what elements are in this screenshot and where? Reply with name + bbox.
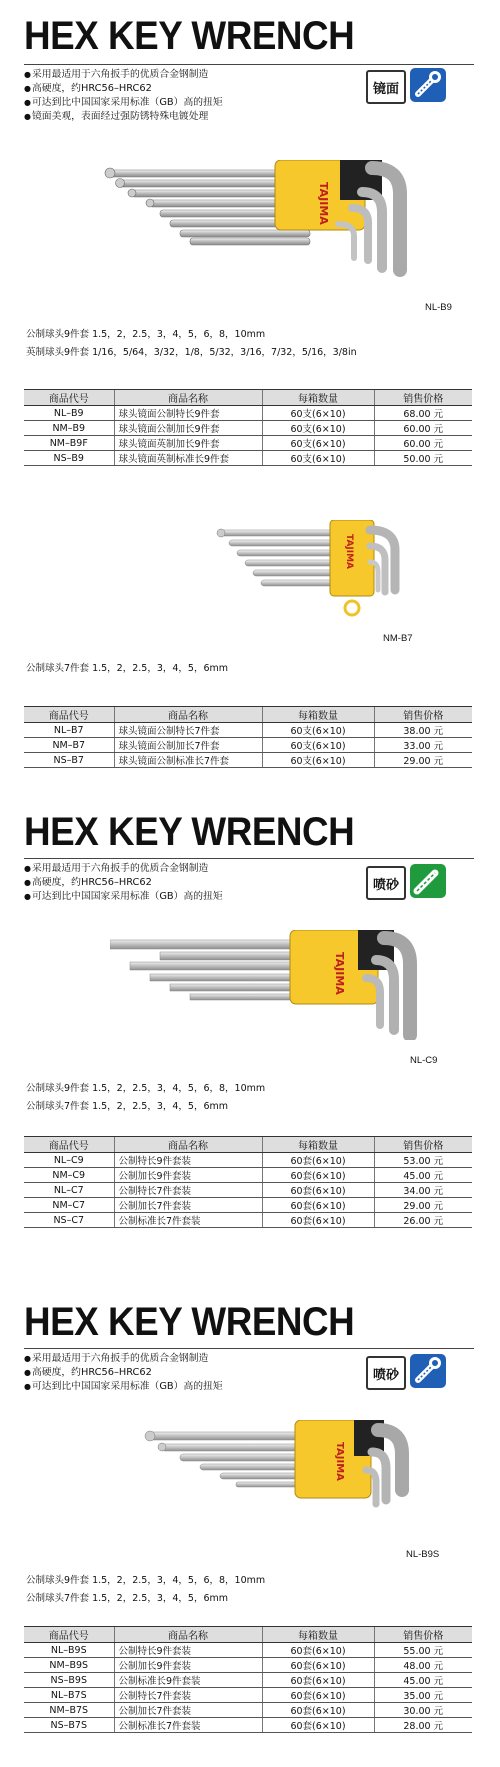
size-line: 公制球头7件套 1.5，2，2.5，3，4，5，6mm bbox=[26, 1593, 229, 1604]
model-label: NL-B9 bbox=[425, 302, 452, 313]
cell-price: 68.00 元 bbox=[374, 406, 472, 421]
size-line: 英制球头9件套 1/16，5/64，3/32，1/8，5/32，3/16，7/32，5/16，3/8in bbox=[26, 347, 357, 358]
cell-qty: 60支(6×10) bbox=[262, 421, 374, 436]
section-sandblast-ball-hex bbox=[0, 1300, 500, 1767]
table-row bbox=[24, 1718, 472, 1733]
cell-name: 球头镜面公制加长9件套 bbox=[114, 421, 262, 436]
cell-code: NL–B9 bbox=[24, 406, 114, 421]
cell-name: 球头镜面公制特长7件套 bbox=[114, 723, 262, 738]
title-divider bbox=[24, 1348, 474, 1349]
cell-qty: 60支(6×10) bbox=[262, 753, 374, 768]
cell-price: 28.00 元 bbox=[374, 1718, 472, 1733]
model-label: NL-B9S bbox=[406, 1549, 440, 1560]
cell-qty: 60套(6×10) bbox=[262, 1213, 374, 1228]
model-label: NL-C9 bbox=[410, 1055, 438, 1066]
cell-code: NM–B9 bbox=[24, 421, 114, 436]
table-row bbox=[24, 1703, 472, 1718]
title-divider bbox=[24, 64, 474, 65]
cell-price: 29.00 元 bbox=[374, 753, 472, 768]
table-header-row bbox=[24, 1137, 472, 1153]
feature-item: ● 采用最适用于六角扳手的优质合金钢制造 bbox=[24, 68, 223, 82]
cell-name: 球头镜面英制加长9件套 bbox=[114, 436, 262, 451]
col-header: 销售价格 bbox=[374, 707, 472, 723]
cell-code: NS–B9 bbox=[24, 451, 114, 466]
cell-code: NM–B7S bbox=[24, 1703, 114, 1718]
title-divider bbox=[24, 858, 474, 859]
cell-name: 公制加长9件套装 bbox=[114, 1168, 262, 1183]
brand-logo: TAJIMA bbox=[334, 1442, 345, 1481]
cell-code: NM–B9S bbox=[24, 1658, 114, 1673]
green-wrench-icon bbox=[410, 864, 446, 894]
product-table bbox=[24, 706, 472, 768]
col-header: 商品名称 bbox=[114, 1137, 262, 1153]
cell-name: 公制特长9件套装 bbox=[114, 1643, 262, 1658]
table-row bbox=[24, 1213, 472, 1228]
cell-name: 球头镜面公制标准长7件套 bbox=[114, 753, 262, 768]
cell-qty: 60套(6×10) bbox=[262, 1183, 374, 1198]
hex-key-set-illustration bbox=[140, 1420, 440, 1530]
cell-code: NM–B7 bbox=[24, 738, 114, 753]
cell-code: NL–C9 bbox=[24, 1153, 114, 1168]
cell-qty: 60套(6×10) bbox=[262, 1688, 374, 1703]
cell-code: NL–B9S bbox=[24, 1643, 114, 1658]
cell-name: 球头镜面公制特长9件套 bbox=[114, 406, 262, 421]
cell-qty: 60套(6×10) bbox=[262, 1658, 374, 1673]
cell-price: 60.00 元 bbox=[374, 436, 472, 451]
cell-name: 公制标准长9件套装 bbox=[114, 1673, 262, 1688]
size-spec bbox=[26, 660, 228, 678]
cell-name: 公制加长7件套装 bbox=[114, 1703, 262, 1718]
table-row bbox=[24, 421, 472, 436]
table-header-row bbox=[24, 1627, 472, 1643]
cell-price: 55.00 元 bbox=[374, 1643, 472, 1658]
col-header: 每箱数量 bbox=[262, 390, 374, 406]
size-line: 公制球头7件套 1.5，2，2.5，3，4，5，6mm bbox=[26, 1101, 229, 1112]
cell-name: 球头镜面英制标准长9件套 bbox=[114, 451, 262, 466]
cell-qty: 60支(6×10) bbox=[262, 723, 374, 738]
cell-qty: 60套(6×10) bbox=[262, 1673, 374, 1688]
cell-name: 公制特长9件套装 bbox=[114, 1153, 262, 1168]
table-row bbox=[24, 436, 472, 451]
col-header: 商品名称 bbox=[114, 707, 262, 723]
table-header-row bbox=[24, 390, 472, 406]
size-spec bbox=[26, 326, 357, 362]
col-header: 每箱数量 bbox=[262, 1137, 374, 1153]
cell-name: 公制标准长7件套装 bbox=[114, 1213, 262, 1228]
cell-code: NS–B7 bbox=[24, 753, 114, 768]
cell-name: 公制标准长7件套装 bbox=[114, 1718, 262, 1733]
table-row bbox=[24, 1643, 472, 1658]
cell-name: 球头镜面公制加长7件套 bbox=[114, 738, 262, 753]
cell-qty: 60支(6×10) bbox=[262, 406, 374, 421]
blue-wrench-icon bbox=[410, 1354, 446, 1384]
cell-qty: 60支(6×10) bbox=[262, 436, 374, 451]
cell-price: 45.00 元 bbox=[374, 1673, 472, 1688]
feature-item: ● 镜面美观，表面经过强防锈特殊电镀处理 bbox=[24, 110, 223, 124]
table-row bbox=[24, 1153, 472, 1168]
cell-code: NM–B9F bbox=[24, 436, 114, 451]
col-header: 商品代号 bbox=[24, 707, 114, 723]
feature-item: ● 高硬度，约HRC56–HRC62 bbox=[24, 82, 223, 96]
finish-badge: 喷砂 bbox=[366, 1356, 406, 1390]
brand-logo: TAJIMA bbox=[333, 952, 346, 995]
table-row bbox=[24, 1688, 472, 1703]
col-header: 每箱数量 bbox=[262, 707, 374, 723]
cell-code: NS–C7 bbox=[24, 1213, 114, 1228]
col-header: 商品名称 bbox=[114, 390, 262, 406]
brand-logo: TAJIMA bbox=[317, 182, 330, 225]
blue-wrench-icon bbox=[410, 68, 446, 98]
feature-list bbox=[24, 1352, 223, 1394]
col-header: 每箱数量 bbox=[262, 1627, 374, 1643]
feature-list bbox=[24, 862, 223, 904]
cell-price: 38.00 元 bbox=[374, 723, 472, 738]
product-table bbox=[24, 389, 472, 466]
table-row bbox=[24, 753, 472, 768]
table-row bbox=[24, 1658, 472, 1673]
cell-price: 26.00 元 bbox=[374, 1213, 472, 1228]
cell-qty: 60支(6×10) bbox=[262, 738, 374, 753]
cell-qty: 60支(6×10) bbox=[262, 451, 374, 466]
model-label: NM-B7 bbox=[383, 633, 413, 644]
cell-qty: 60套(6×10) bbox=[262, 1168, 374, 1183]
col-header: 商品代号 bbox=[24, 1627, 114, 1643]
cell-code: NM–C9 bbox=[24, 1168, 114, 1183]
section-mirror-ball-hex bbox=[0, 0, 500, 767]
section-title: HEX KEY WRENCH bbox=[24, 1300, 355, 1344]
table-row bbox=[24, 1183, 472, 1198]
size-spec bbox=[26, 1080, 265, 1116]
feature-list bbox=[24, 68, 223, 124]
cell-price: 29.00 元 bbox=[374, 1198, 472, 1213]
cell-price: 34.00 元 bbox=[374, 1183, 472, 1198]
section-title: HEX KEY WRENCH bbox=[24, 14, 355, 58]
feature-item: ● 高硬度，约HRC56–HRC62 bbox=[24, 876, 223, 890]
col-header: 商品代号 bbox=[24, 1137, 114, 1153]
cell-name: 公制加长9件套装 bbox=[114, 1658, 262, 1673]
hex-key-set-illustration bbox=[110, 930, 450, 1040]
cell-code: NL–B7S bbox=[24, 1688, 114, 1703]
hex-key-set-illustration bbox=[100, 160, 440, 290]
cell-code: NL–C7 bbox=[24, 1183, 114, 1198]
cell-code: NS–B9S bbox=[24, 1673, 114, 1688]
cell-price: 45.00 元 bbox=[374, 1168, 472, 1183]
col-header: 销售价格 bbox=[374, 1137, 472, 1153]
cell-price: 48.00 元 bbox=[374, 1658, 472, 1673]
cell-code: NM–C7 bbox=[24, 1198, 114, 1213]
feature-item: ● 可达到比中国国家采用标准（GB）高的扭矩 bbox=[24, 96, 223, 110]
feature-item: ● 可达到比中国国家采用标准（GB）高的扭矩 bbox=[24, 1380, 223, 1394]
cell-qty: 60套(6×10) bbox=[262, 1198, 374, 1213]
feature-item: ● 采用最适用于六角扳手的优质合金钢制造 bbox=[24, 1352, 223, 1366]
finish-badge: 喷砂 bbox=[366, 866, 406, 900]
table-row bbox=[24, 1168, 472, 1183]
cell-price: 30.00 元 bbox=[374, 1703, 472, 1718]
table-row bbox=[24, 406, 472, 421]
cell-price: 60.00 元 bbox=[374, 421, 472, 436]
cell-price: 33.00 元 bbox=[374, 738, 472, 753]
size-line: 公制球头9件套 1.5，2，2.5，3，4，5，6，8，10mm bbox=[26, 1083, 266, 1094]
cell-qty: 60套(6×10) bbox=[262, 1703, 374, 1718]
cell-name: 公制特长7件套装 bbox=[114, 1688, 262, 1703]
size-line: 公制球头7件套 1.5，2，2.5，3，4，5，6mm bbox=[26, 663, 229, 674]
table-header-row bbox=[24, 707, 472, 723]
cell-code: NL–B7 bbox=[24, 723, 114, 738]
table-row bbox=[24, 451, 472, 466]
cell-price: 53.00 元 bbox=[374, 1153, 472, 1168]
cell-price: 50.00 元 bbox=[374, 451, 472, 466]
size-line: 公制球头9件套 1.5，2，2.5，3，4，5，6，8，10mm bbox=[26, 1575, 266, 1586]
col-header: 商品名称 bbox=[114, 1627, 262, 1643]
cell-qty: 60套(6×10) bbox=[262, 1718, 374, 1733]
table-row bbox=[24, 1673, 472, 1688]
cell-name: 公制加长7件套装 bbox=[114, 1198, 262, 1213]
cell-code: NS–B7S bbox=[24, 1718, 114, 1733]
col-header: 销售价格 bbox=[374, 390, 472, 406]
feature-item: ● 高硬度，约HRC56–HRC62 bbox=[24, 1366, 223, 1380]
cell-price: 35.00 元 bbox=[374, 1688, 472, 1703]
section-title: HEX KEY WRENCH bbox=[24, 810, 355, 854]
feature-item: ● 可达到比中国国家采用标准（GB）高的扭矩 bbox=[24, 890, 223, 904]
cell-name: 公制特长7件套装 bbox=[114, 1183, 262, 1198]
table-row bbox=[24, 1198, 472, 1213]
table-row bbox=[24, 723, 472, 738]
product-table bbox=[24, 1626, 472, 1733]
table-row bbox=[24, 738, 472, 753]
cell-qty: 60套(6×10) bbox=[262, 1153, 374, 1168]
cell-qty: 60套(6×10) bbox=[262, 1643, 374, 1658]
brand-logo: TAJIMA bbox=[344, 534, 354, 570]
section-sandblast-hex bbox=[0, 810, 500, 1270]
finish-badge: 镜面 bbox=[366, 70, 406, 104]
col-header: 商品代号 bbox=[24, 390, 114, 406]
size-line: 公制球头9件套 1.5，2，2.5，3，4，5，6，8，10mm bbox=[26, 329, 266, 340]
hex-key-set-illustration bbox=[215, 520, 445, 630]
col-header: 销售价格 bbox=[374, 1627, 472, 1643]
size-spec bbox=[26, 1572, 265, 1608]
feature-item: ● 采用最适用于六角扳手的优质合金钢制造 bbox=[24, 862, 223, 876]
product-table bbox=[24, 1136, 472, 1228]
